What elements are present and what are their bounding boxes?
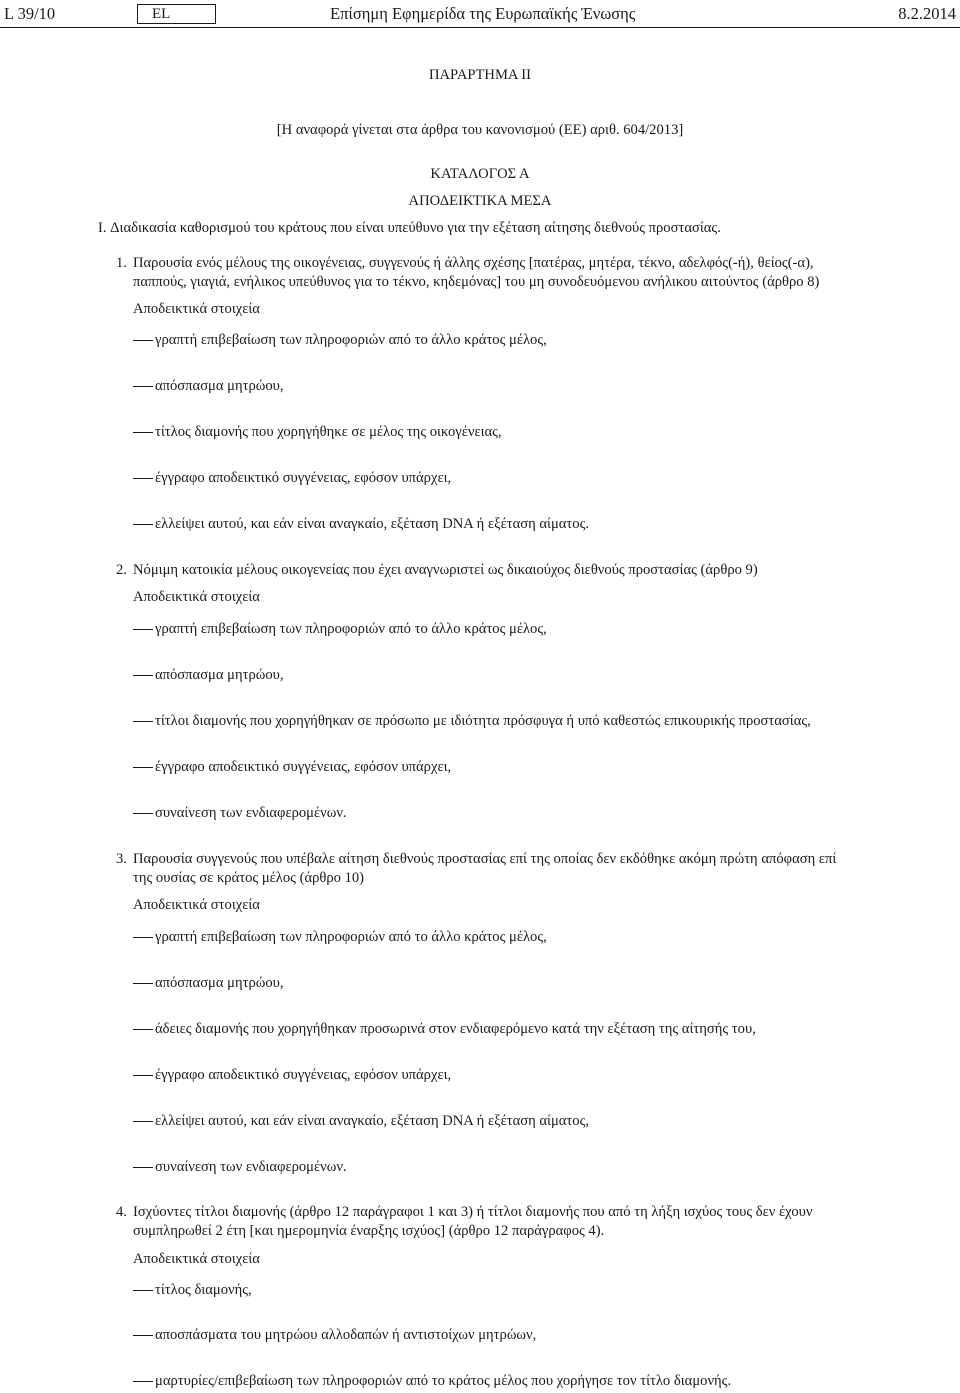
evidence-item: έγγραφο αποδεικτικό συγγένειας, εφόσον υπάρχει, (155, 470, 452, 486)
evidence-item: άδειες διαμονής που χορηγήθηκαν προσωρινά στον ενδιαφερόμενο κατά την εξέταση της αίτησής του, (155, 1021, 756, 1037)
evidence-item: έγγραφο αποδεικτικό συγγένειας, εφόσον υπάρχει, (155, 1067, 452, 1083)
dash-bullet (133, 1290, 153, 1291)
point-text-line: Παρουσία ενός μέλους της οικογένειας, συγγενούς ή άλλης σχέσης [πατέρας, μητέρα, τέκνο, αδελφός(-ή), θείος(-α), (133, 255, 814, 271)
point-text-line: Παρουσία συγγενούς που υπέβαλε αίτηση διεθνούς προστασίας επί της οποίας δεν εκδόθηκε ακόμη πρώτη απόφαση επί (133, 851, 837, 867)
dash-bullet (133, 767, 153, 768)
dash-bullet (133, 340, 153, 341)
dash-bullet (133, 1167, 153, 1168)
dash-bullet (133, 721, 153, 722)
publication-date: 8.2.2014 (898, 4, 956, 23)
dash-bullet (133, 1335, 153, 1336)
list-subtitle: ΑΠΟΔΕΙΚΤΙΚΑ ΜΕΣΑ (408, 193, 552, 209)
evidence-label: Αποδεικτικά στοιχεία (133, 1251, 260, 1267)
evidence-label: Αποδεικτικά στοιχεία (133, 589, 260, 605)
point-text-line: συμπληρωθεί 2 έτη [και ημερομηνία έναρξης ισχύος] (άρθρο 12 παράγραφος 4). (133, 1223, 605, 1239)
point-number: 3. (116, 851, 127, 867)
dash-bullet (133, 1121, 153, 1122)
evidence-item: γραπτή επιβεβαίωση των πληροφοριών από το άλλο κράτος μέλος, (155, 332, 547, 348)
evidence-item: ελλείψει αυτού, και εάν είναι αναγκαίο, εξέταση DNA ή εξέταση αίματος, (155, 1113, 590, 1129)
dash-bullet (133, 675, 153, 676)
section-heading: I. Διαδικασία καθορισμού του κράτους που είναι υπεύθυνο για την εξέταση αίτησης διεθνούς προστασίας. (98, 220, 721, 236)
dash-bullet (133, 1075, 153, 1076)
journal-title: Επίσημη Εφημερίδα της Ευρωπαϊκής Ένωσης (330, 4, 636, 23)
point-number: 4. (116, 1204, 127, 1220)
evidence-item: τίτλοι διαμονής που χορηγήθηκαν σε πρόσωπο με ιδιότητα πρόσφυγα ή υπό καθεστώς επικουρικής προστασίας, (155, 713, 811, 729)
point-text-line: παππούς, γιαγιά, ενήλικος υπεύθυνος για το τέκνο, κηδεμόνας] του μη συνοδευόμενου ανήλικου αιτούντος (άρθρο 8) (133, 274, 820, 290)
evidence-item: συναίνεση των ενδιαφερομένων. (155, 1159, 347, 1175)
evidence-label: Αποδεικτικά στοιχεία (133, 897, 260, 913)
annex-reference: [Η αναφορά γίνεται στα άρθρα του κανονισμού (ΕΕ) αριθ. 604/2013] (276, 122, 684, 138)
point-text-line: Ισχύοντες τίτλοι διαμονής (άρθρο 12 παράγραφοι 1 και 3) ή τίτλοι διαμονής που από τη λήξη ισχύος τους δεν έχουν (133, 1204, 813, 1220)
evidence-item: τίτλος διαμονής που χορηγήθηκε σε μέλος της οικογένειας, (155, 424, 502, 440)
dash-bullet (133, 1029, 153, 1030)
dash-bullet (133, 478, 153, 479)
point-number: 1. (116, 255, 127, 271)
dash-bullet (133, 386, 153, 387)
evidence-item: γραπτή επιβεβαίωση των πληροφοριών από το άλλο κράτος μέλος, (155, 929, 547, 945)
page-number: L 39/10 (4, 4, 56, 23)
point-text-line: Νόμιμη κατοικία μέλους οικογενείας που έχει αναγνωριστεί ως δικαιούχος διεθνούς προστασίας (άρθρο 9) (133, 562, 758, 578)
language-code-box: EL (137, 4, 216, 24)
evidence-item: μαρτυρίες/επιβεβαίωση των πληροφοριών από το κράτος μέλος που χορήγησε τον τίτλο διαμονής. (155, 1373, 732, 1389)
evidence-item: γραπτή επιβεβαίωση των πληροφοριών από το άλλο κράτος μέλος, (155, 621, 547, 637)
evidence-item: έγγραφο αποδεικτικό συγγένειας, εφόσον υπάρχει, (155, 759, 452, 775)
dash-bullet (133, 629, 153, 630)
dash-bullet (133, 813, 153, 814)
dash-bullet (133, 432, 153, 433)
annex-title: ΠΑΡΑΡΤΗΜΑ II (428, 67, 532, 83)
dash-bullet (133, 937, 153, 938)
evidence-item: απόσπασμα μητρώου, (155, 975, 284, 991)
evidence-item: απόσπασμα μητρώου, (155, 378, 284, 394)
point-number: 2. (116, 562, 127, 578)
dash-bullet (133, 983, 153, 984)
evidence-label: Αποδεικτικά στοιχεία (133, 301, 260, 317)
evidence-item: ελλείψει αυτού, και εάν είναι αναγκαίο, εξέταση DNA ή εξέταση αίματος. (155, 516, 590, 532)
header-rule (0, 27, 960, 28)
point-text-line: της ουσίας σε κράτος μέλος (άρθρο 10) (133, 870, 365, 886)
dash-bullet (133, 1381, 153, 1382)
evidence-item: αποσπάσματα του μητρώου αλλοδαπών ή αντιστοίχων μητρώων, (155, 1327, 537, 1343)
evidence-item: απόσπασμα μητρώου, (155, 667, 284, 683)
page-header (4, 4, 958, 26)
evidence-item: τίτλος διαμονής, (155, 1282, 252, 1298)
list-title: ΚΑΤΑΛΟΓΟΣ Α (430, 166, 530, 182)
dash-bullet (133, 524, 153, 525)
evidence-item: συναίνεση των ενδιαφερομένων. (155, 805, 347, 821)
